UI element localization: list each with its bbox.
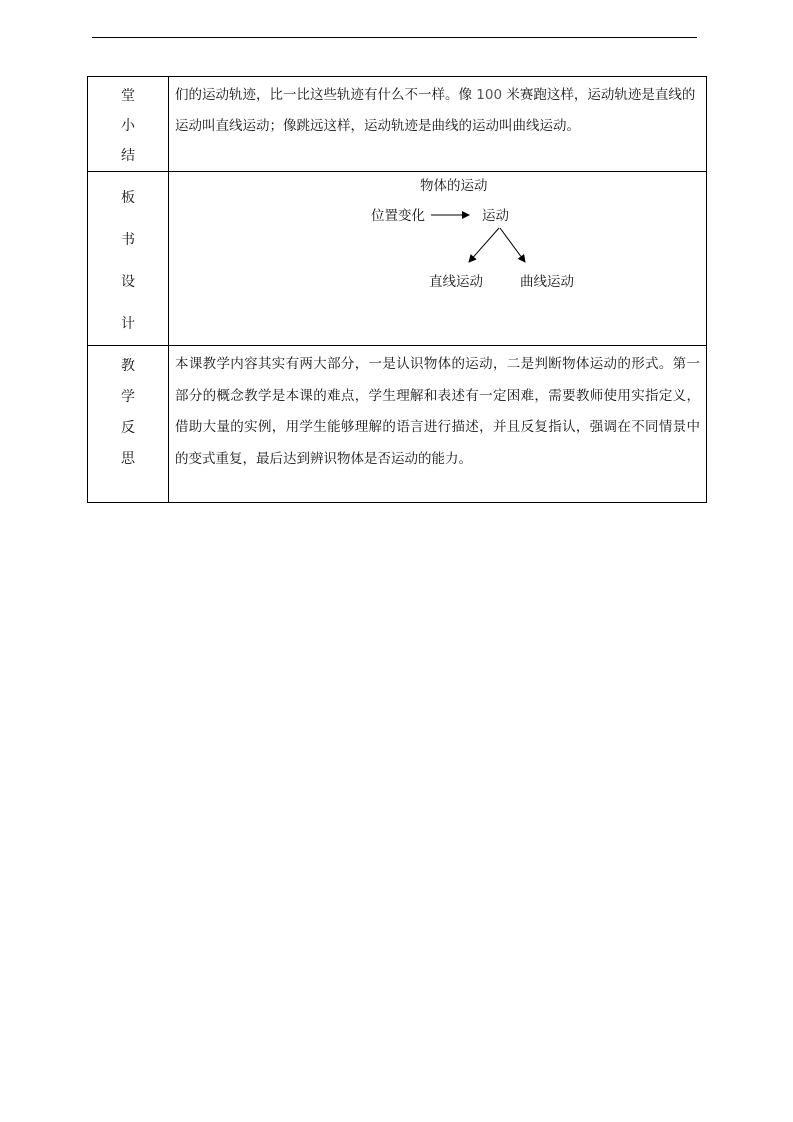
content-cell-summary: [169, 77, 707, 172]
summary-number: 100: [476, 87, 503, 103]
label-char: 堂: [121, 88, 135, 104]
label-char: 思: [121, 451, 135, 467]
summary-text-part: 们的运动轨迹，比一比这些轨迹有什么不一样。像: [175, 87, 477, 103]
table-row-summary: [88, 77, 707, 172]
label-char: 结: [121, 148, 135, 164]
lesson-plan-table: [87, 76, 707, 503]
vertical-label-reflection: [88, 346, 168, 475]
board-diagram: [169, 172, 707, 338]
label-char: 设: [121, 274, 135, 290]
diagram-title: 物体的运动: [420, 178, 488, 194]
table-row-reflection: [88, 346, 707, 503]
arrow-to-curvilinear: [500, 228, 525, 262]
table-row-board-design: [88, 172, 707, 346]
label-char: 小: [121, 118, 135, 134]
arrow-to-linear: [469, 228, 499, 262]
label-char: 教: [121, 358, 135, 374]
content-cell-reflection: [169, 346, 707, 503]
label-cell-board-design: [88, 172, 169, 346]
diagram-right-branch: 曲线运动: [520, 274, 574, 290]
summary-text-part: 米赛跑这样，运动轨迹是直线的运动叫直线运动；像跳远这样，运动轨迹是曲线的运动叫曲线运动。: [175, 87, 696, 134]
vertical-label-board-design: [88, 172, 168, 345]
label-char: 计: [121, 316, 135, 332]
diagram-center: 运动: [482, 208, 509, 224]
label-char: 书: [121, 232, 135, 248]
header-rule: [92, 37, 697, 38]
vertical-label-summary: [88, 77, 168, 171]
label-char: 反: [121, 420, 135, 436]
diagram-arrows: [169, 172, 707, 338]
label-cell-reflection: [88, 346, 169, 503]
label-char: 学: [121, 389, 135, 405]
label-char: 板: [121, 190, 135, 206]
diagram-source: 位置变化: [371, 208, 425, 224]
content-cell-board-design: [169, 172, 707, 346]
reflection-text: 本课教学内容其实有两大部分，一是认识物体的运动，二是判断物体运动的形式。第一部分的概念教学是本课的难点，学生理解和表述有一定困难，需要教师使用实指定义，借助大量的实例，用学生能够理解的语言进行描述，并且反复指认，强调在不同情景中的变式重复，最后达到辨识物体是否运动的能力。: [175, 356, 700, 467]
label-cell-summary: [88, 77, 169, 172]
summary-text: [169, 77, 706, 142]
diagram-left-branch: 直线运动: [429, 274, 483, 290]
